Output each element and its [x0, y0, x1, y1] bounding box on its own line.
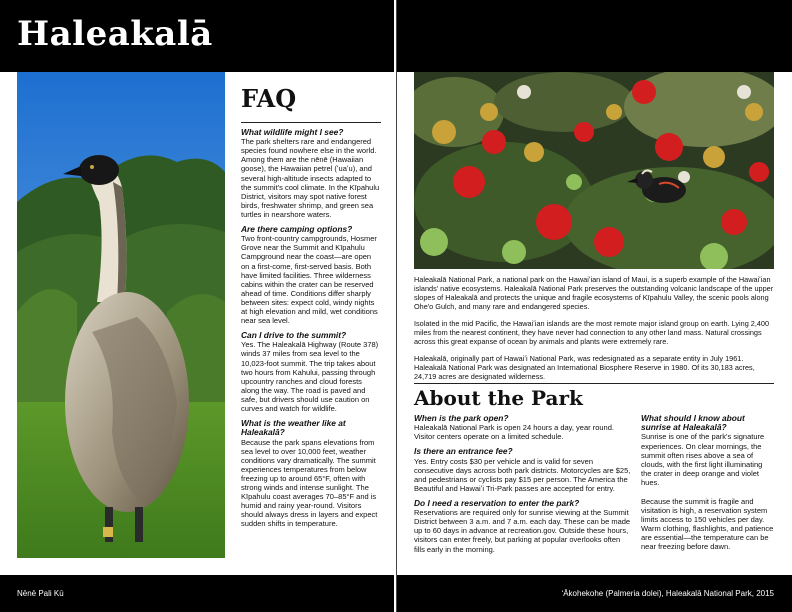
nene-photo — [17, 72, 225, 558]
about-heading: About the Park — [414, 386, 583, 410]
right-photo-caption: ʻĀkohekohe (Palmeria dolei), Haleakalā National Park, 2015 — [561, 589, 774, 598]
faq-rule — [241, 122, 381, 123]
faq-heading: FAQ — [241, 84, 297, 113]
about-question: Is there an entrance fee? — [414, 446, 513, 457]
about-question: Do I need a reservation to enter the park? — [414, 497, 580, 508]
intro-paragraph: Isolated in the mid Pacific, the Hawaiʻian islands are the most remote major island group on earth. Lying 2,400 miles from the nearest continent, they have never had connection to any other land mass. Natural crossings across this great expanse of ocean by animals and plants were extremely rare. — [414, 319, 770, 346]
faq-column — [241, 128, 381, 534]
about-answer: Haleakalā National Park is open 24 hours a day, year round. Visitor centers operate on a limited schedule. — [414, 423, 614, 442]
faq-answer: The park shelters rare and endangered species found nowhere else in the world. Among them are the nēnē (Hawaiian goose), the Hawaiian petrel (ʻuaʻu), and several high-altitude insects adapted to the summit's cool climate. In the Kīpahulu District, visitors may spot native forest birds, freshwater shrimp, and green sea turtles in nearshore waters. — [241, 137, 380, 219]
intro-text — [414, 275, 774, 389]
about-left-column — [414, 414, 632, 560]
faq-answer: Two front-country campgrounds, Hosmer Grove near the Summit and Kīpahulu Campground near the coast—are open on a first-come, first-served basis. Both have limited facilities. Three wilderness cabins within the crater can be reserved ahead of time. Conditions differ sharply between sites: expect cold, windy nights at high elevation and mild, wet conditions near sea level. — [241, 234, 378, 326]
about-answer: Because the summit is fragile and visitation is high, a reservation system limits access to 150 vehicles per day. Warm clothing, flashlights, and patience are essential—the temperature can be near freezing before dawn. — [641, 496, 774, 552]
faq-question: What is the weather like at Haleakalā? — [241, 418, 346, 438]
akohekohe-photo — [414, 72, 774, 269]
faq-answer: Because the park spans elevations from sea level to over 10,000 feet, weather conditions vary dramatically. The summit experiences temperatures from below freezing up to around 65°F, often with strong winds and intense sunlight. The Kīpahulu coast averages 70–85°F and is humid and rainy year-round. Visitors should always dress in layers and expect sudden shifts in temperature. — [241, 437, 378, 529]
about-right-column — [641, 414, 774, 558]
intro-paragraph: Haleakalā, originally part of Hawaiʻi National Park, was redesignated as a separate entity in July 1961. Haleakalā National Park was designated an International Biosphere Reserve in 1980. Of its 30,183 acres, 24,719 acres are designated wilderness. — [414, 354, 755, 381]
about-answer: Reservations are required only for sunrise viewing at the Summit District between 3 a.m. and 7 a.m. each day. These can be made up to 60 days in advance at recreation.gov. Outside these hours, visitors can enter freely, but parking at popular overlooks often fills early in the morning. — [414, 508, 631, 554]
about-answer: Sunrise is one of the park's signature experiences. On clear mornings, the summit often rises above a sea of clouds, with the first light illuminating the crater in deep orange and violet hues. — [641, 432, 765, 487]
page-title: Haleakalā — [17, 14, 213, 54]
about-question: When is the park open? — [414, 413, 509, 423]
page-spine-line — [396, 0, 397, 612]
about-question: What should I know about sunrise at Haleakalā? — [641, 413, 745, 433]
about-rule — [414, 383, 774, 384]
faq-question: What wildlife might I see? — [241, 127, 344, 137]
intro-paragraph: Haleakalā National Park, a national park on the Hawaiʻian island of Maui, is a superb example of the Hawaiʻian islands' native ecosystems. Haleakalā National Park preserves the outstanding volcanic landscape of the upper slopes of Haleakalā and protects the unique and fragile ecosystems of Kīpahulu Valley, the scenic pools along Ohe'o Gulch, and many rare and endangered species. — [414, 275, 774, 311]
faq-question: Are there camping options? — [241, 224, 353, 235]
faq-question: Can I drive to the summit? — [241, 330, 347, 341]
faq-answer: Yes. The Haleakalā Highway (Route 378) winds 37 miles from sea level to the 10,023-foot summit. The trip takes about two hours from Kahului, passing through upcountry ranches and cloud forests along the way. The road is paved and safe, but drivers should use caution on curves and watch for wildlife. — [241, 340, 379, 414]
about-answer: Yes. Entry costs $30 per vehicle and is valid for seven consecutive days across both park districts. Motorcycles are $25, and pedestrians or cyclists pay $15 per person. The America the Beautiful and Hawaiʻi Tri-Park passes are accepted for entry. — [414, 456, 631, 493]
left-photo-caption: Nēnē Pali Kū — [17, 589, 64, 598]
